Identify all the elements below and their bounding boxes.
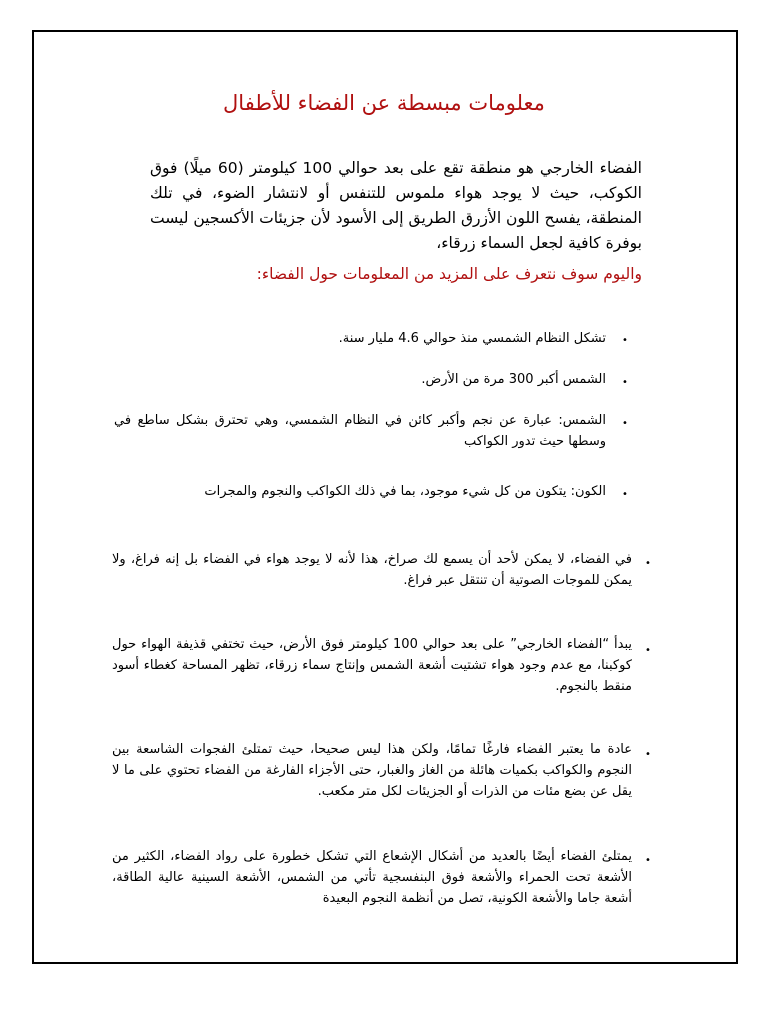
bullet-marker: • (645, 645, 651, 656)
fact-item: في الفضاء، لا يمكن لأحد أن يسمع لك صراخ، هذا لأنه لا يوجد هواء في الفضاء بل إنه فراغ، ولا يمكن للموجات الصوتية أن تنتقل عبر فراغ. (112, 552, 632, 588)
fact-item: الشمس: عبارة عن نجم وأكبر كائن في النظام الشمسي، وهي تحترق بشكل ساطع في وسطها حيث تدور الكواكب (114, 413, 606, 449)
page-title: معلومات مبسطة عن الفضاء للأطفال (223, 91, 545, 115)
bullet-marker: • (645, 749, 651, 760)
lead-sentence: واليوم سوف نتعرف على المزيد من المعلومات حول الفضاء: (256, 265, 642, 283)
bullet-marker: • (622, 489, 628, 500)
fact-item: تشكل النظام الشمسي منذ حوالي 4.6 مليار سنة. (338, 331, 606, 346)
fact-item: الكون: يتكون من كل شيء موجود، بما في ذلك الكواكب والنجوم والمجرات (204, 484, 606, 499)
bullet-marker: • (645, 558, 651, 569)
intro-paragraph: الفضاء الخارجي هو منطقة تقع على بعد حوالي 100 كيلومتر (60 ميلًا) فوق الكوكب، حيث لا يوجد هواء ملموس للتنفس أو لانتشار الضوء، في تلك المنطقة، يفسح اللون الأزرق الطريق إلى الأسود لأن جزيئات الأكسجين ليست بوفرة كافية لجعل السماء زرقاء، (150, 159, 642, 252)
bullet-marker: • (645, 855, 651, 866)
bullet-marker: • (622, 377, 628, 388)
fact-item: الشمس أكبر 300 مرة من الأرض. (421, 372, 606, 387)
fact-item: عادة ما يعتبر الفضاء فارغًا تمامًا، ولكن هذا ليس صحيحا، حيث تمتلئ الفجوات الشاسعة بين النجوم والكواكب بكميات هائلة من الغاز والغبار، حتى الأجزاء الفارغة من الفضاء تحتوي على ما لا يقل عن بضع مئات من الذرات أو الجزيئات لكل متر مكعب. (112, 742, 632, 799)
bullet-marker: • (622, 418, 628, 429)
fact-item: يمتلئ الفضاء أيضًا بالعديد من أشكال الإشعاع التي تشكل خطورة على رواد الفضاء، الكثير من الأشعة تحت الحمراء والأشعة فوق البنفسجية تأتي من الشمس، الأشعة السينية عالية الطاقة، أشعة جاما والأشعة الكونية، تصل من أنظمة النجوم البعيدة (112, 849, 632, 906)
bullet-marker: • (622, 335, 628, 346)
fact-item: يبدأ “الفضاء الخارجي” على بعد حوالي 100 كيلومتر فوق الأرض، حيث تختفي قذيفة الهواء حول كوكبنا، مع عدم وجود هواء تشتيت أشعة الشمس وإنتاج سماء زرقاء، تظهر المساحة كغطاء أسود منقط بالنجوم. (112, 637, 632, 694)
